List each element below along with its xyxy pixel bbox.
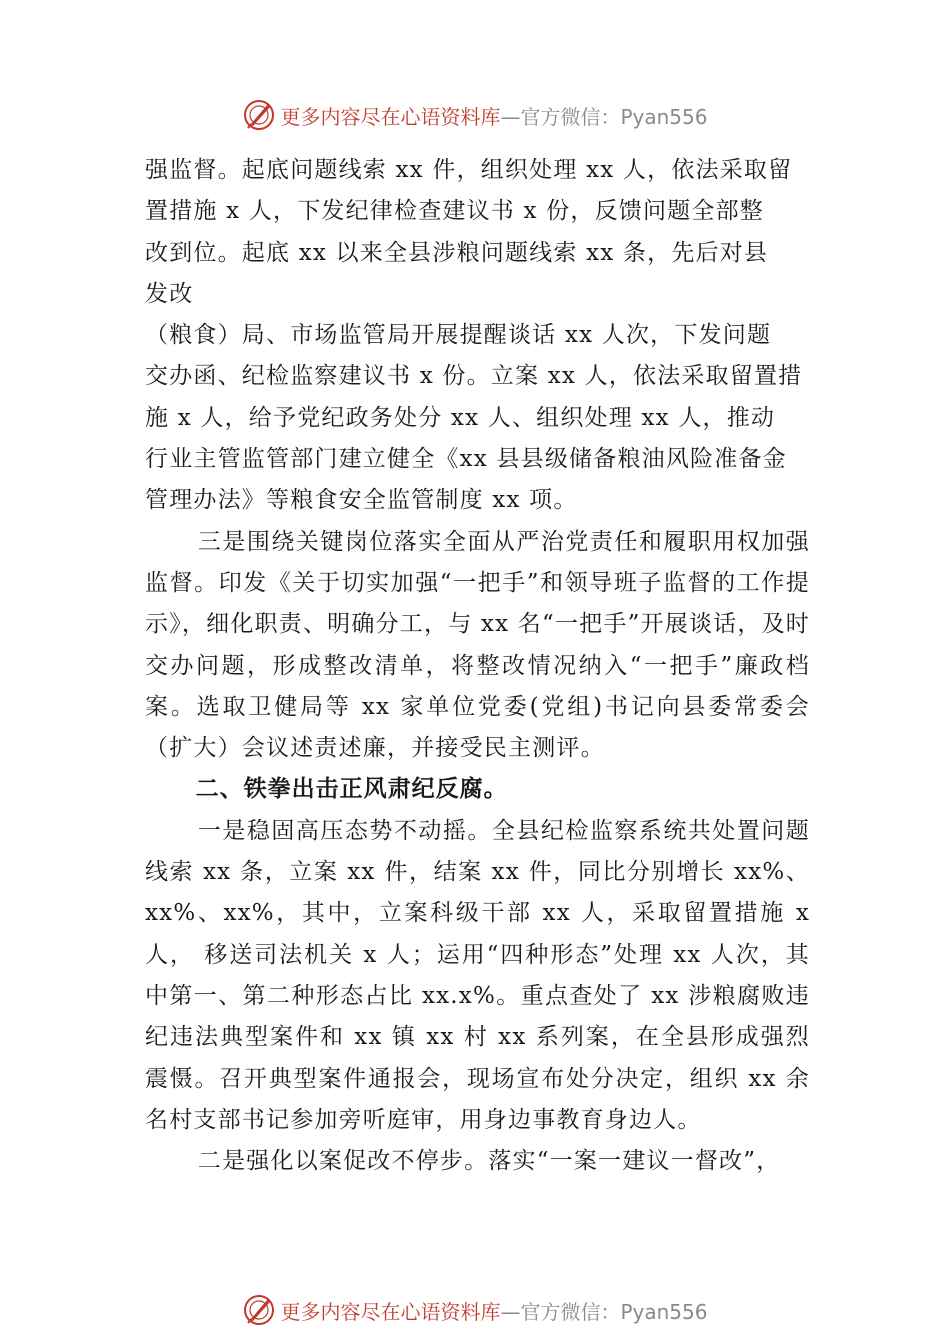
line: （粮食）局、市场监管局开展提醒谈话 xx 人次，下发问题 (145, 322, 772, 349)
line: 行业主管监管部门建立健全《xx 县县级储备粮油风险准备金 (145, 446, 787, 473)
section-heading: 二、铁拳出击正风肃纪反腐。 (195, 776, 508, 803)
document-body (145, 150, 810, 1182)
paragraph-high-pressure: 一是稳固高压态势不动摇。全县纪检监察系统共处置问题线索 xx 条，立案 xx 件，结案 xx 件，同比分别增长 xx%、xx%、xx%，其中，立案科级干部 xx 人，采取留置措施 x 人， 移送司法机关 x 人；运用“四种形态”处理 xx 人次，其中第一、第二种形态占比 xx.x%。重点查处了 xx 涉粮腐败违纪违法典型案件和 xx 镇 xx 村 xx 系列案，在全县形成强烈震慑。召开典型案件通报会，现场宣布处分决定，组织 xx 余名村支部书记参加旁听庭审，用身边事教育身边人。 (145, 817, 810, 1133)
paragraph-key-positions: 三是围绕关键岗位落实全面从严治党责任和履职用权加强监督。印发《关于切实加强“一把手”和领导班子监督的工作提示》，细化职责、明确分工，与 xx 名“一把手”开展谈话，及时交办问题，形成整改清单，将整改情况纳入“一把手”廉政档案。选取卫健局等 xx 家单位党委(党组)书记向县委常委会（扩大）会议述责述廉，并接受民主测评。 (145, 528, 810, 762)
line: 改到位。起底 xx 以来全县涉粮问题线索 xx 条，先后对县 (145, 239, 769, 266)
quill-pen-seal-icon (242, 1293, 276, 1327)
watermark-brand: 更多内容尽在心语资料库 (280, 1299, 501, 1324)
line: 交办函、纪检监察建议书 x 份。立案 xx 人，依法采取留置措 (145, 363, 803, 390)
line: 施 x 人，给予党纪政务处分 xx 人、组织处理 xx 人，推动 (145, 404, 776, 431)
line: 发改 (145, 280, 194, 307)
paragraph-case-reform: 二是强化以案促改不停步。落实“一案一建议一督改”， (197, 1148, 781, 1175)
line: 置措施 x 人，下发纪律检查建议书 x 份，反馈问题全部整 (145, 198, 764, 225)
watermark-banner-bottom (0, 1290, 950, 1330)
watermark-suffix: —官方微信：Pyan556 (500, 1299, 708, 1324)
watermark-banner-top (0, 95, 950, 135)
quill-pen-seal-icon (242, 98, 276, 132)
watermark-brand: 更多内容尽在心语资料库 (280, 104, 501, 129)
watermark-suffix: —官方微信：Pyan556 (500, 104, 708, 129)
line: 强监督。起底问题线索 xx 件，组织处理 xx 人，依法采取留 (145, 157, 793, 183)
line: 管理办法》等粮食安全监管制度 xx 项。 (145, 487, 578, 514)
